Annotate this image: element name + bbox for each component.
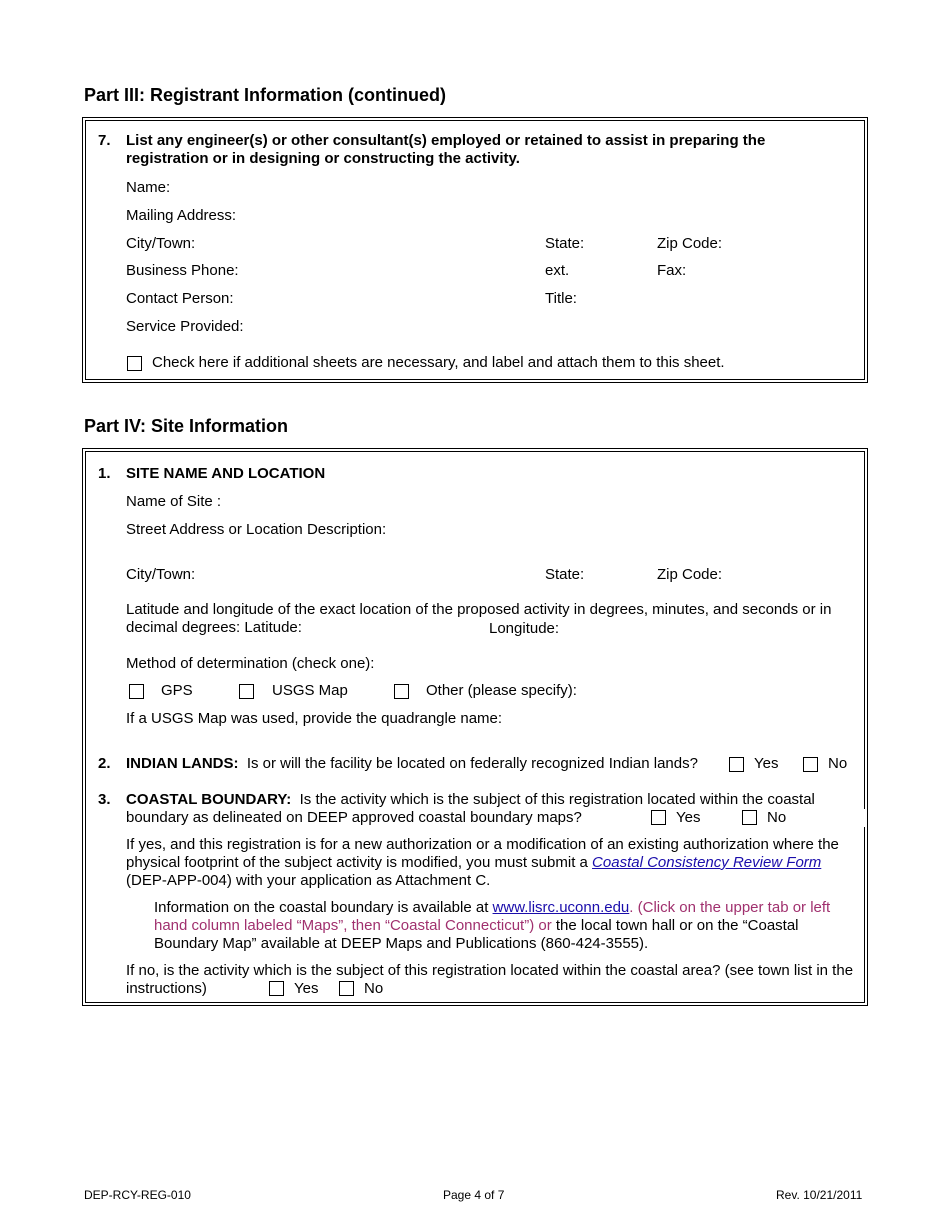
method-other-checkbox[interactable] xyxy=(394,684,409,699)
indian-lands-yes-checkbox[interactable] xyxy=(729,757,744,772)
q1-number: 1. xyxy=(98,465,111,482)
q7-question: List any engineer(s) or other consultant(s) employed or retained to assist in preparing the registration or in designing or constructing the activity. xyxy=(126,132,766,167)
indian-lands-yes-label: Yes xyxy=(754,755,779,772)
if-yes-paragraph xyxy=(126,836,851,890)
coastal-area-yes-label: Yes xyxy=(294,980,328,998)
coastal-area-no-checkbox[interactable] xyxy=(339,981,354,996)
site-city-label: City/Town: xyxy=(126,566,196,583)
coastal-boundary-yes-checkbox[interactable] xyxy=(651,810,666,825)
coastal-area-no-label: No xyxy=(364,980,423,998)
additional-sheets-checkbox[interactable] xyxy=(127,356,142,371)
indian-lands-no-label: No xyxy=(828,755,848,772)
method-gps-checkbox[interactable] xyxy=(129,684,144,699)
q2-number: 2. xyxy=(98,755,111,772)
additional-sheets-label: Check here if additional sheets are necessary, and label and attach them to this sheet. xyxy=(152,354,725,371)
info-text-after: the local town hall or on the “Coastal Boundary Map” available at DEEP Maps and Publications (860-424-3555). xyxy=(154,917,799,952)
longitude-label: Longitude: xyxy=(489,620,560,637)
q3-title: COASTAL BOUNDARY: xyxy=(126,791,292,808)
engineer-contact-person-label: Contact Person: xyxy=(126,290,234,307)
if-no-text: If no, is the activity which is the subject of this registration located within the coastal area? (see town list in the instructions) xyxy=(126,962,854,997)
coastal-boundary-yes-label: Yes xyxy=(676,809,708,827)
coastal-consistency-review-form-link[interactable]: Coastal Consistency Review Form xyxy=(592,854,822,871)
coastal-boundary-no-label: No xyxy=(767,809,866,827)
footer-form-id: DEP-RCY-REG-010 xyxy=(84,1188,191,1202)
lisrc-link[interactable]: www.lisrc.uconn.edu xyxy=(492,899,630,916)
engineer-fax-label: Fax: xyxy=(657,262,687,279)
latlong-text: Latitude and longitude of the exact location of the proposed activity in degrees, minutes, and seconds or in decimal degrees: Latitude: xyxy=(126,601,832,636)
footer-revision: Rev. 10/21/2011 xyxy=(776,1188,863,1202)
engineer-service-provided-label: Service Provided: xyxy=(126,318,244,335)
method-other-label: Other (please specify): xyxy=(426,682,577,699)
if-yes-text-after: (DEP-APP-004) with your application as Attachment C. xyxy=(126,872,491,889)
engineer-zip-label: Zip Code: xyxy=(657,235,723,252)
if-yes-text-before: If yes, and this registration is for a new authorization or a modification of an existing authorization where the physical footprint of the subject activity is modified, you must submit a xyxy=(126,836,839,871)
info-text-magenta: . (Click on the upper tab or left hand column labeled “Maps”, then “Coastal Connecticut”) or xyxy=(154,899,831,934)
indian-lands-no-checkbox[interactable] xyxy=(803,757,818,772)
coastal-boundary-no-checkbox[interactable] xyxy=(742,810,757,825)
method-usgs-label: USGS Map xyxy=(272,682,348,699)
info-text-before: Information on the coastal boundary is available at xyxy=(154,899,493,916)
engineer-title-label: Title: xyxy=(545,290,577,307)
q3-text xyxy=(126,791,846,827)
engineer-mailing-address-label: Mailing Address: xyxy=(126,207,237,224)
if-no-paragraph xyxy=(126,962,861,998)
part3-heading: Part III: Registrant Information (continued) xyxy=(84,85,447,105)
part3-section-box xyxy=(82,117,868,383)
q3-number: 3. xyxy=(98,791,111,808)
part4-section-box xyxy=(82,448,868,1006)
q3-question: Is the activity which is the subject of this registration located within the coastal boundary as delineated on DEEP approved coastal boundary maps? xyxy=(126,791,815,826)
coastal-area-yes-checkbox[interactable] xyxy=(269,981,284,996)
method-gps-label: GPS xyxy=(161,682,193,699)
part4-heading: Part IV: Site Information xyxy=(84,416,289,436)
engineer-business-phone-label: Business Phone: xyxy=(126,262,239,279)
coastal-info-paragraph xyxy=(154,899,859,953)
method-label: Method of determination (check one): xyxy=(126,655,375,672)
engineer-name-label: Name: xyxy=(126,179,171,196)
site-street-address-label: Street Address or Location Description: xyxy=(126,521,387,538)
q2-title: INDIAN LANDS: xyxy=(126,755,239,772)
site-name-label: Name of Site : xyxy=(126,493,222,510)
engineer-state-label: State: xyxy=(545,235,585,252)
engineer-ext-label: ext. xyxy=(545,262,570,279)
site-zip-label: Zip Code: xyxy=(657,566,723,583)
method-usgs-checkbox[interactable] xyxy=(239,684,254,699)
q2-text xyxy=(126,755,698,773)
quadrangle-label: If a USGS Map was used, provide the quadrangle name: xyxy=(126,710,503,727)
q7-number: 7. xyxy=(98,132,111,149)
engineer-city-label: City/Town: xyxy=(126,235,196,252)
site-state-label: State: xyxy=(545,566,585,583)
q2-question: Is or will the facility be located on federally recognized Indian lands? xyxy=(246,755,698,772)
footer-page-number: Page 4 of 7 xyxy=(443,1188,505,1202)
q1-title: SITE NAME AND LOCATION xyxy=(126,465,326,482)
